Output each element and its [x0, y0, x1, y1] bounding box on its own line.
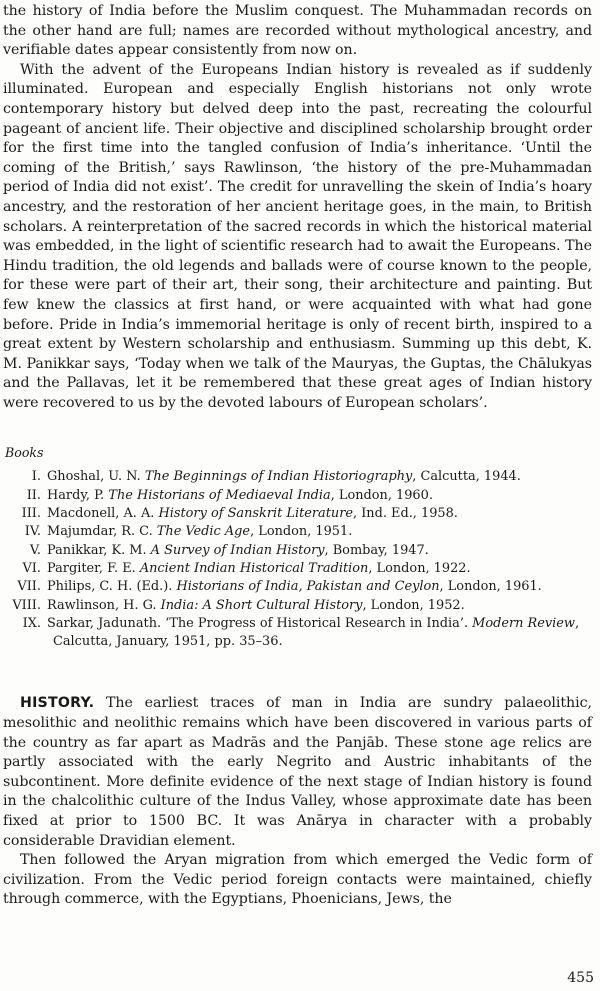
bibliography-entry-text [47, 597, 592, 615]
bibliography-entry-number: VIII. [12, 597, 41, 613]
bibliography-entry-number: III. [21, 506, 41, 522]
bibliography-publication: , Ind. Ed., 1958. [353, 506, 458, 522]
bibliography-publication: , London, 1952. [362, 597, 465, 613]
bibliography-entry-text [47, 615, 592, 652]
bibliography-title: Historians of India, Pakistan and Ceylon [176, 579, 440, 595]
bibliography-title: History of Sanskrit Literature [158, 506, 354, 522]
bibliography-entry [3, 505, 592, 523]
bibliography-author: Sarkar, Jadunath. ‘The Progress of Historical Research in India’. [47, 615, 473, 631]
bibliography-entry-number: VII. [17, 579, 41, 595]
bibliography-entry-number: II. [26, 487, 41, 503]
bibliography-entry [3, 560, 592, 578]
bibliography-entry [3, 597, 592, 615]
bibliography-author: Hardy, P. [47, 487, 109, 503]
bibliography-title: Ancient Indian Historical Tradition [139, 560, 369, 576]
bibliography-title: India: A Short Cultural History [160, 597, 363, 613]
history-paragraph-1-text: The earliest traces of man in India are sundry palaeolithic, mesolithic and neolithic remains which have been discovered in various parts of the country as far apart as Madrās and the Panjāb. These stone age relics are partly associated with the early Negrito and Austric inhabitants of the subcontinent. More definite evidence of the next stage of Indian history is found in the chalcolithic culture of the Indus Valley, whose approximate date has been fixed at prior to 1500 BC. It was Anārya in character with a probably considerable Dravidian element. [3, 695, 592, 849]
bibliography-publication: , London, 1922. [368, 560, 471, 576]
history-section [3, 694, 592, 910]
bibliography-author: Majumdar, R. C. [47, 524, 157, 540]
bibliography-entry-number: I. [31, 469, 41, 485]
bibliography-entry [3, 487, 592, 505]
history-paragraph-1 [3, 694, 592, 851]
bibliography-entry-number: IV. [24, 524, 41, 540]
bibliography-list [3, 468, 592, 651]
bibliography-entry-text [47, 560, 592, 578]
intro-paragraph: the history of India before the Muslim conquest. The Muhammadan records on the other hand are full; names are recorded without mythological ancestry, and verifiable dates appear consistently from now on. [3, 3, 592, 59]
bibliography-entry [3, 615, 592, 652]
bibliography-publication: , London, 1960. [330, 487, 433, 503]
bibliography-title: The Beginnings of Indian Historiography [144, 469, 413, 485]
bibliography-publication: , Calcutta, January, 1951, pp. 35–36. [53, 615, 580, 650]
bibliography-entry-text [47, 487, 592, 505]
bibliography-author: Panikkar, K. M. [47, 542, 151, 558]
bibliography-entry-text [47, 505, 592, 523]
bibliography-entry [3, 468, 592, 486]
bibliography-author: Macdonell, A. A. [47, 506, 159, 522]
bibliography-publication: , London, 1961. [439, 579, 542, 595]
europeans-paragraph: With the advent of the Europeans Indian history is revealed as if suddenly illuminated. European and especially English historians not only wrote contemporary history but delved deep into the past, recreating the colourful pageant of ancient life. Their objective and disciplined scholarship brought order for the first time into the tangled confusion of India’s inheritance. ‘Until the coming of the British,’ says Rawlinson, ‘the history of the pre-Muhammadan period of India did not exist’. The credit for unravelling the skein of India’s hoary ancestry, and the restoration of her ancient heritage goes, in the main, to British scholars. A reinterpretation of the sacred records in which the historical material was embedded, in the light of scientific research had to await the Europeans. The Hindu tradition, the old legends and ballads were of course known to the people, for these were part of their art, their song, their architecture and painting. But few knew the classics at first hand, or were acquainted with what had gone before. Pride in India’s immemorial heritage is only of recent birth, inspired to a great extent by Western scholarship and enthusiasm. Summing up this debt, K. M. Panikkar says, ‘Today when we talk of the Mauryas, the Guptas, the Chālukyas and the Pallavas, let it be remembered that these great ages of Indian history were recovered to us by the devoted labours of European scholars’. [3, 61, 592, 411]
history-heading: HISTORY. [20, 695, 95, 712]
bibliography-publication: , Calcutta, 1944. [412, 469, 521, 485]
bibliography-title: A Survey of Indian History [150, 542, 325, 558]
bibliography-entry-text [47, 542, 592, 560]
bibliography-entry-number: IX. [22, 615, 41, 631]
bibliography-entry-text [47, 578, 592, 596]
bibliography-title: The Vedic Age [156, 524, 251, 540]
bibliography-entry-text [47, 523, 592, 541]
bibliography-entry [3, 542, 592, 560]
bibliography-author: Philips, C. H. (Ed.). [47, 579, 177, 595]
history-paragraph-2: Then followed the Aryan migration from which emerged the Vedic form of civilization. From the Vedic period foreign contacts were maintained, chiefly through commerce, with the Egyptians, Phoenicians, Jews, the [3, 852, 592, 908]
bibliography-publication: , Bombay, 1947. [324, 542, 429, 558]
bibliography-entry-text [47, 468, 592, 486]
bibliography-author: Pargiter, F. E. [47, 560, 140, 576]
bibliography-entry-number: VI. [22, 560, 41, 576]
bibliography-entry-number: V. [29, 542, 41, 558]
books-heading: Books [5, 445, 44, 461]
bibliography-entry [3, 523, 592, 541]
bibliography-title: The Historians of Mediaeval India [108, 487, 331, 503]
bibliography-author: Rawlinson, H. G. [47, 597, 161, 613]
bibliography-entry [3, 578, 592, 596]
bibliography-title: Modern Review [472, 615, 575, 631]
page-number: 455 [567, 970, 594, 986]
bibliography-publication: , London, 1951. [250, 524, 353, 540]
bibliography-author: Ghoshal, U. N. [47, 469, 145, 485]
